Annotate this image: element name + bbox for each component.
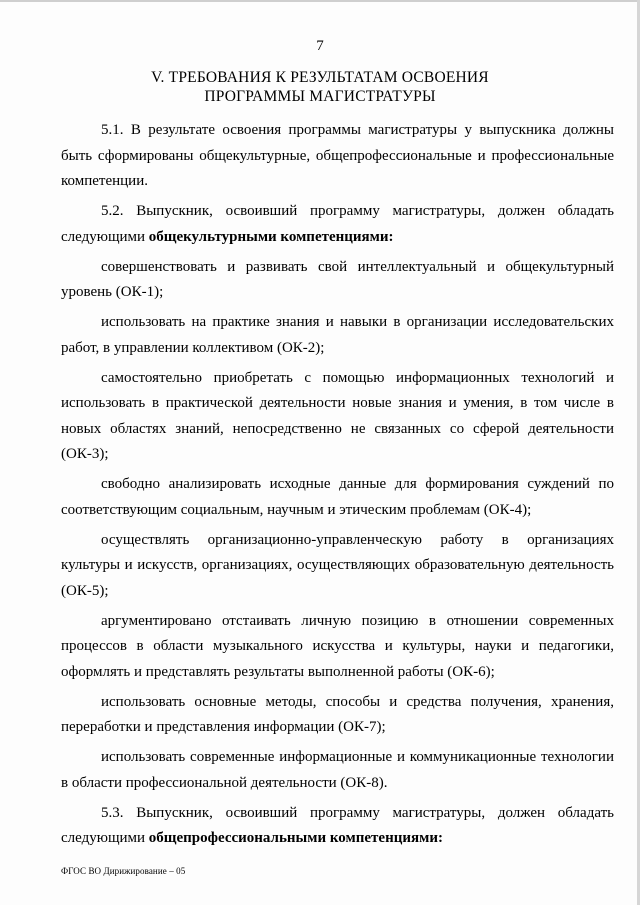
section-heading-line-1: V. ТРЕБОВАНИЯ К РЕЗУЛЬТАТАМ ОСВОЕНИЯ bbox=[151, 69, 489, 86]
paragraph-5-1: 5.1. В результате освоения программы магистратуры у выпускника должны быть сформированы общекультурные, общепрофессиональные и профессиональные компетенции. bbox=[61, 122, 614, 189]
competence-ok-8: использовать современные информационные и коммуникационные технологии в области профессиональной деятельности (ОК-8). bbox=[61, 749, 614, 791]
competence-ok-4: свободно анализировать исходные данные для формирования суждений по соответствующим социальным, научным и этическим проблемам (ОК-4); bbox=[61, 476, 614, 518]
page-footer: ФГОС ВО Дирижирование – 05 bbox=[61, 866, 186, 876]
section-heading-line-2: ПРОГРАММЫ МАГИСТРАТУРЫ bbox=[204, 88, 436, 105]
competence-ok-6: аргументировано отстаивать личную позицию в отношении современных процессов в области музыкального искусства и культуры, науки и педагогики, оформлять и представлять результаты выполненной работы (ОК-6); bbox=[61, 612, 614, 680]
paragraph-5-3 bbox=[61, 801, 614, 852]
paragraph-5-2-text: 5.2. Выпускник, освоивший программу магистратуры, должен обладать следующими bbox=[61, 203, 614, 245]
body-text bbox=[61, 118, 614, 856]
paragraph-5-3-text: 5.3. Выпускник, освоивший программу магистратуры, должен обладать следующими bbox=[61, 804, 614, 846]
scan-edge-top bbox=[0, 0, 640, 2]
competence-ok-1: совершенствовать и развивать свой интеллектуальный и общекультурный уровень (ОК-1); bbox=[61, 258, 614, 300]
competence-ok-7: использовать основные методы, способы и средства получения, хранения, переработки и представления информации (ОК-7); bbox=[61, 693, 614, 735]
paragraph-5-3-bold: общепрофессиональными компетенциями: bbox=[148, 830, 443, 846]
section-heading bbox=[0, 68, 640, 106]
competence-ok-3: самостоятельно приобретать с помощью информационных технологий и использовать в практической деятельности новые знания и умения, в том числе в новых областях знаний, непосредственно не связанных со сферой деятельности (ОК-3); bbox=[61, 369, 614, 462]
paragraph-5-2-bold: общекультурными компетенциями: bbox=[148, 228, 394, 245]
competence-ok-5: осуществлять организационно-управленческую работу в организациях культуры и искусств, организациях, осуществляющих образовательную деятельность (ОК-5); bbox=[61, 531, 614, 599]
paragraph-5-2 bbox=[61, 199, 614, 250]
competence-ok-2: использовать на практике знания и навыки в организации исследовательских работ, в управлении коллективом (ОК-2); bbox=[61, 314, 614, 356]
page-number: 7 bbox=[316, 38, 324, 54]
